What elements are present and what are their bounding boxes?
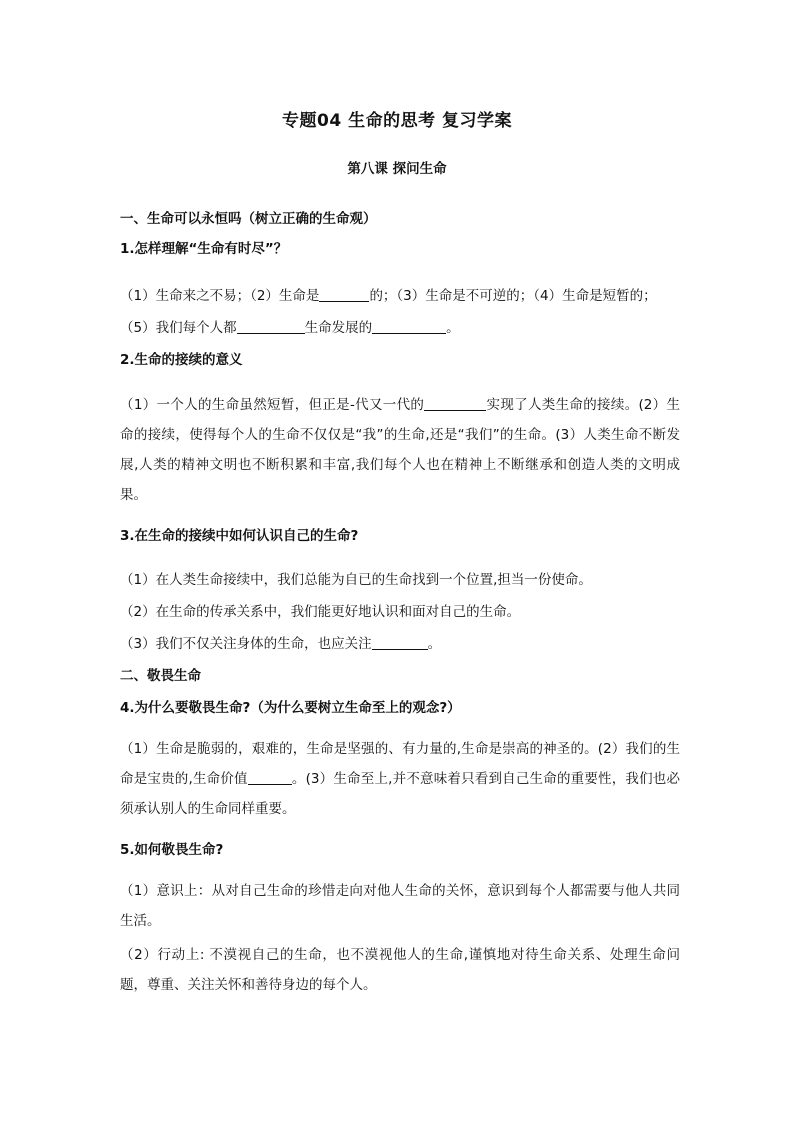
text-segment: （5）我们每个人都 — [120, 320, 237, 336]
question-3-line-1: （1）在人类生命接续中，我们总能为自已的生命找到一个位置,担当一份使命。 — [120, 572, 592, 588]
fill-blank — [424, 396, 486, 411]
text-segment: （1）生命来之不易；（2）生命是 — [120, 288, 320, 304]
text-segment: 。 — [427, 636, 442, 652]
question-4-heading: 4.为什么要敬畏生命?（为什么要树立生命至上的观念?） — [120, 700, 461, 716]
text-segment: （1）生命是脆弱的，艰难的，生命是坚强的、有力量的,生命是崇高的神圣的。(2）我们的生命是宝贵的,生命价值 — [120, 741, 680, 787]
lesson-title: 第八课 探问生命 — [347, 161, 447, 177]
section-heading-1: 一、生命可以永恒吗（树立正确的生命观） — [120, 211, 377, 227]
fill-blank — [319, 287, 369, 302]
question-5-answer-1: （1）意识上：从对自己生命的珍惜走向对他人生命的关怀，意识到每个人都需要与他人共同生活。 — [120, 883, 680, 929]
question-4-answer — [120, 734, 680, 824]
question-1-line-1 — [120, 284, 657, 304]
question-3-line-3 — [120, 632, 441, 652]
question-2-answer — [120, 390, 680, 510]
question-5-answer-2: （2）行动上: 不漠视自己的生命，也不漠视他人的生命,谨慎地对待生命关系、处理生命问题，尊重、关注关怀和善待身边的每个人。 — [120, 947, 680, 993]
text-segment: 。(3）生命至上,并不意味着只看到自己生命的重要性，我们也必须承认别人的生命同样重要。 — [120, 771, 680, 817]
text-segment: （3）我们不仅关注身体的生命，也应关注 — [120, 636, 372, 652]
question-5-heading: 5.如何敬畏生命? — [120, 842, 224, 858]
fill-blank — [372, 319, 446, 334]
question-1-heading: 1.怎样理解“生命有时尽”？ — [120, 241, 288, 257]
text-segment: 生命发展的 — [304, 320, 373, 336]
fill-blank — [372, 635, 428, 650]
text-segment: 的；（3）生命是不可逆的；（4）生命是短暂的； — [369, 288, 657, 304]
question-3-line-2: （2）在生命的传承关系中，我们能更好地认识和面对自己的生命。 — [120, 604, 521, 620]
fill-blank — [237, 319, 305, 334]
section-heading-2: 二、敬畏生命 — [120, 668, 201, 684]
text-segment: 。 — [446, 320, 460, 336]
question-3-heading: 3.在生命的接续中如何认识自己的生命? — [120, 528, 359, 544]
page-title: 专题04 生命的思考 复习学案 — [282, 111, 512, 131]
fill-blank — [248, 770, 292, 785]
question-2-heading: 2.生命的接续的意义 — [120, 352, 243, 368]
text-segment: （1）一个人的生命虽然短暂，但正是-代又一代的 — [120, 397, 425, 413]
text-segment: 实现了人类生命的接续。(2）生命的接续，使得每个人的生命不仅仅是“我”的生命,还是“我们”的生命。(3）人类生命不断发展,人类的精神文明也不断积累和丰富,我们每个人也在精神上不断继承和创造人类的文明成果。 — [120, 397, 680, 503]
question-1-line-2 — [120, 316, 460, 336]
